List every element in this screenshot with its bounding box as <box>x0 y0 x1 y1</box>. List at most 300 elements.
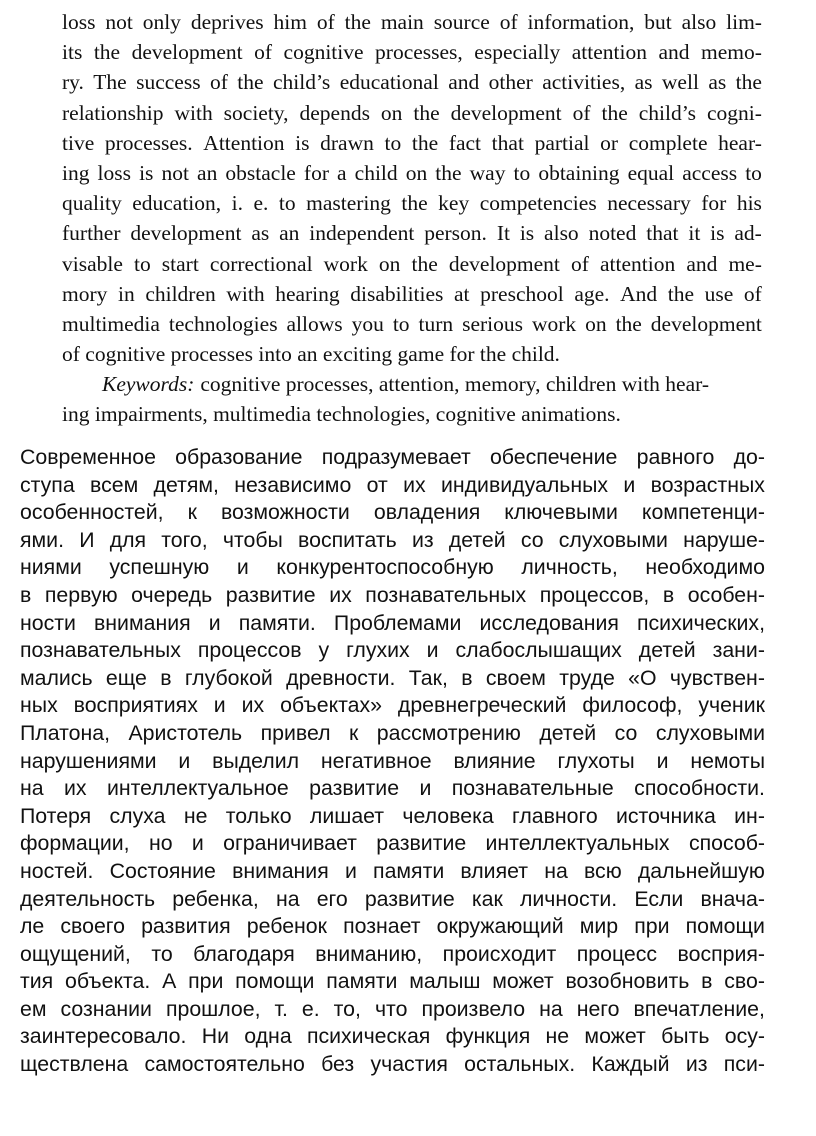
word: из <box>411 527 434 552</box>
word: развития <box>141 914 231 939</box>
abstract-line <box>62 158 762 188</box>
word: произвело <box>421 996 526 1021</box>
body-line <box>20 803 765 831</box>
word: further <box>62 221 121 246</box>
word: древности. <box>286 665 396 690</box>
word: развитие <box>364 886 455 911</box>
word: competencies <box>479 191 597 216</box>
word: познавательные <box>451 776 614 801</box>
word: It <box>496 221 510 246</box>
word: слуха <box>109 803 166 828</box>
body-line <box>20 472 765 500</box>
body-line <box>20 775 765 803</box>
word: of <box>209 70 228 95</box>
word: fact <box>448 130 482 155</box>
word: necessary <box>607 191 691 216</box>
body-line <box>20 1023 765 1051</box>
word: ограничивает <box>223 831 357 856</box>
word: partial <box>534 130 590 155</box>
word: чувствен- <box>669 665 765 690</box>
word: первую <box>44 582 118 607</box>
word: со <box>614 720 638 745</box>
word: очередь <box>131 582 213 607</box>
word: to <box>278 191 296 216</box>
word: возможности <box>220 500 350 525</box>
body-line <box>20 748 765 776</box>
word: only <box>142 10 181 34</box>
word: остальных. <box>464 1052 576 1077</box>
word: зани- <box>712 638 765 663</box>
word: ле <box>20 914 45 939</box>
word: Платона, <box>20 720 110 745</box>
body-line <box>20 886 765 914</box>
word: serious <box>462 311 524 336</box>
word: obtaining <box>538 160 620 185</box>
word: их <box>329 582 352 607</box>
word: quality <box>62 191 122 216</box>
word: And <box>620 281 658 306</box>
word: необходимо <box>645 555 765 580</box>
word: Аристотель <box>128 720 243 745</box>
word: в <box>20 582 32 607</box>
word: малыш <box>409 969 481 994</box>
word: наруше- <box>683 527 765 552</box>
word: и <box>623 472 636 497</box>
word: and <box>448 70 480 95</box>
body-line <box>20 444 765 472</box>
word: пси- <box>723 1052 765 1077</box>
word: интеллектуальных <box>485 831 670 856</box>
word: обеспечение <box>489 445 618 469</box>
word: способ- <box>688 831 765 856</box>
word: source <box>433 10 490 34</box>
abstract-line <box>62 309 762 339</box>
word: познает <box>343 914 421 939</box>
word: loss <box>62 10 96 34</box>
word: the <box>411 251 438 276</box>
word: on <box>585 311 607 336</box>
word: not <box>161 160 189 185</box>
word: development <box>650 311 762 336</box>
word: multimedia <box>62 311 160 336</box>
word: помощи <box>235 969 315 994</box>
body-line <box>20 720 765 748</box>
word: образование <box>175 445 303 469</box>
word: тия <box>20 969 54 994</box>
word: особенностей, <box>20 500 164 525</box>
word: привел <box>260 720 331 745</box>
word: ry. <box>62 70 84 95</box>
word: без <box>321 1052 355 1077</box>
word: памяти <box>373 858 445 883</box>
word: источника <box>616 803 716 828</box>
word: их <box>64 776 87 801</box>
word: их <box>241 693 265 718</box>
word: интеллектуальное <box>106 776 289 801</box>
word: of <box>743 281 762 306</box>
word: the <box>615 311 642 336</box>
word: развитие <box>309 776 400 801</box>
keywords-label: Keywords: <box>102 372 195 397</box>
word: на <box>544 858 568 883</box>
word: start <box>161 251 199 276</box>
word: lim- <box>726 10 762 34</box>
word: key <box>438 191 470 216</box>
word: мир <box>579 914 619 939</box>
word: своем <box>485 665 546 690</box>
word: the <box>237 70 264 95</box>
word: деятельность <box>20 886 156 911</box>
word: Потеря <box>20 803 92 828</box>
word: ключевыми <box>504 500 618 525</box>
word: ниями <box>20 555 82 580</box>
word: tive <box>62 130 95 155</box>
word: всю <box>583 858 622 883</box>
word: complete <box>628 130 708 155</box>
word: слабослышащих <box>455 638 622 663</box>
word: use <box>704 281 734 306</box>
word: вниманию, <box>315 941 423 966</box>
word: at <box>454 281 470 306</box>
word: a <box>337 160 347 185</box>
word: личность, <box>521 555 618 580</box>
word: development <box>448 251 560 276</box>
word: при <box>634 914 670 939</box>
word: attention <box>600 251 676 276</box>
word: их <box>403 472 426 497</box>
word: deprives <box>190 10 264 34</box>
word: впечатление, <box>633 996 765 1021</box>
word: ощущений, <box>20 941 131 966</box>
word: especially <box>474 40 561 65</box>
word: психическая <box>306 1024 431 1049</box>
abstract-line <box>62 7 762 37</box>
word: the <box>93 40 121 65</box>
abstract-line <box>62 67 762 97</box>
word: овладения <box>373 500 481 525</box>
body-line <box>20 582 765 610</box>
word: Проблемами <box>333 610 462 635</box>
word: сво- <box>724 969 765 994</box>
word: негативное <box>320 748 432 773</box>
body-line <box>20 610 765 638</box>
word: е. <box>301 996 320 1021</box>
body-line <box>20 941 765 969</box>
word: that <box>491 130 524 155</box>
word: слуховыми <box>558 527 668 552</box>
word: child <box>354 160 398 185</box>
word: person. <box>424 221 487 246</box>
word: Attention <box>203 130 285 155</box>
word: of <box>571 251 589 276</box>
word: немоты <box>690 748 765 773</box>
word: «О <box>628 665 657 690</box>
word: in <box>117 281 135 306</box>
word: cognitive <box>283 40 364 65</box>
word: development <box>130 221 242 246</box>
word: и <box>178 748 191 773</box>
word: ных <box>20 693 58 718</box>
word: его <box>316 886 348 911</box>
word: внимания <box>232 858 329 883</box>
word: attention <box>571 40 647 65</box>
word: child’s <box>272 70 331 95</box>
word: только <box>225 803 292 828</box>
keywords-text: cognitive processes, attention, memory, children with hear- <box>200 372 710 397</box>
word: мались <box>20 665 93 690</box>
word: прошлое, <box>165 996 261 1021</box>
word: work <box>323 251 368 276</box>
word: в <box>662 582 675 607</box>
word: от <box>366 472 388 497</box>
word: and <box>686 251 718 276</box>
body-line <box>20 637 765 665</box>
word: дальнейшую <box>637 858 765 883</box>
word: to <box>133 251 151 276</box>
word: благодаря <box>193 941 295 966</box>
body-line <box>20 692 765 720</box>
word: hearing <box>275 281 340 306</box>
word: child’s <box>638 100 697 125</box>
word: with <box>174 100 213 125</box>
word: preschool <box>480 281 564 306</box>
word: детей <box>539 720 597 745</box>
word: the <box>413 100 440 125</box>
word: age. <box>574 281 610 306</box>
word: his <box>736 191 762 216</box>
word: как <box>471 886 503 911</box>
word: древнегреческий <box>397 693 567 718</box>
word: процессов, <box>539 582 650 607</box>
word: процессов <box>197 638 302 663</box>
word: влияние <box>453 748 536 773</box>
body-line <box>20 913 765 941</box>
body-line <box>20 996 765 1024</box>
word: of <box>572 100 591 125</box>
word: e. <box>253 191 269 216</box>
body-line <box>20 554 765 582</box>
word: и <box>344 858 357 883</box>
word: детям, <box>153 472 219 497</box>
word: main <box>380 10 424 34</box>
word: on <box>405 160 428 185</box>
body-line <box>20 968 765 996</box>
keywords-line: ing impairments, multimedia technologies, cognitive animations. <box>62 402 621 427</box>
word: independent <box>309 221 415 246</box>
word: depends <box>299 100 370 125</box>
word: объекта. <box>64 969 151 994</box>
word: нарушениями <box>20 748 157 773</box>
word: cogni- <box>707 100 762 125</box>
word: не <box>545 1024 570 1049</box>
word: memo- <box>700 40 762 65</box>
word: равного <box>636 445 715 469</box>
word: Если <box>634 886 684 911</box>
abstract-line <box>62 188 762 218</box>
word: processes. <box>104 130 193 155</box>
word: access <box>682 160 738 185</box>
word: i. <box>231 191 243 216</box>
word: turn <box>418 311 454 336</box>
word: в <box>160 665 172 690</box>
word: т. <box>274 996 288 1021</box>
word: помощи <box>685 914 765 939</box>
word: на <box>20 776 44 801</box>
word: у <box>318 638 330 663</box>
word: of <box>499 10 518 34</box>
word: information, <box>527 10 635 34</box>
word: Ни <box>201 1024 229 1049</box>
word: функция <box>445 1024 531 1049</box>
word: может <box>492 969 554 994</box>
word: for <box>701 191 727 216</box>
word: со <box>520 527 544 552</box>
word: with <box>226 281 265 306</box>
word: hear- <box>718 130 762 155</box>
word: труде <box>559 665 615 690</box>
word: в <box>701 969 713 994</box>
word: mastering <box>306 191 391 216</box>
word: и <box>426 638 439 663</box>
word: может <box>584 1024 646 1049</box>
word: памяти <box>326 969 398 994</box>
word: of <box>316 10 335 34</box>
body-line <box>20 499 765 527</box>
word: Состояние <box>109 858 216 883</box>
word: внача- <box>700 886 765 911</box>
word: того, <box>161 527 208 552</box>
word: окружающий <box>436 914 564 939</box>
word: way <box>469 160 506 185</box>
word: чтобы <box>222 527 283 552</box>
word: an <box>197 160 218 185</box>
body-line <box>20 665 765 693</box>
word: сознании <box>60 996 152 1021</box>
english-abstract <box>62 7 762 430</box>
word: educational <box>339 70 439 95</box>
word: слуховыми <box>655 720 765 745</box>
word: the <box>401 191 428 216</box>
word: на <box>539 996 563 1021</box>
abstract-line <box>62 218 762 248</box>
word: to <box>513 160 531 185</box>
word: loss <box>97 160 132 185</box>
word: и <box>236 555 249 580</box>
word: ностей. <box>20 858 94 883</box>
word: correctional <box>209 251 313 276</box>
word: to <box>745 160 762 185</box>
word: or <box>600 130 619 155</box>
body-line <box>20 527 765 555</box>
word: при <box>188 969 224 994</box>
word: И <box>79 527 95 552</box>
body-line <box>20 830 765 858</box>
word: Современное <box>20 445 156 469</box>
word: me- <box>728 251 762 276</box>
word: The <box>93 70 127 95</box>
word: то <box>151 941 173 966</box>
word: объектах» <box>280 693 382 718</box>
word: education, <box>132 191 222 216</box>
word: is <box>710 221 725 246</box>
word: лишает <box>309 803 385 828</box>
word: you <box>351 311 384 336</box>
word: work <box>531 311 577 336</box>
word: детей <box>448 527 506 552</box>
word: mory <box>62 281 108 306</box>
abstract-line <box>62 279 762 309</box>
word: формации, <box>20 831 130 856</box>
word: детей <box>638 638 696 663</box>
word: одна <box>244 1024 292 1049</box>
word: of <box>254 40 273 65</box>
word: the <box>435 160 462 185</box>
word: рассмотрению <box>376 720 521 745</box>
word: для <box>109 527 147 552</box>
word: its <box>62 40 83 65</box>
abstract-line <box>62 37 762 67</box>
word: visable <box>62 251 123 276</box>
word: noted <box>588 221 637 246</box>
word: on <box>380 100 403 125</box>
word: obstacle <box>225 160 296 185</box>
word: technologies <box>168 311 278 336</box>
word: исследования <box>479 610 619 635</box>
word: до- <box>733 445 765 469</box>
word: но <box>148 831 173 856</box>
word: психических, <box>637 610 765 635</box>
word: development <box>131 40 243 65</box>
abstract-line: of cognitive processes into an exciting game for the child. <box>62 342 560 367</box>
word: и <box>208 610 221 635</box>
word: processes, <box>375 40 463 65</box>
word: is <box>139 160 154 185</box>
word: to <box>384 130 402 155</box>
word: индивидуальных <box>440 472 609 497</box>
russian-body-text <box>20 444 765 1079</box>
word: is <box>295 130 310 155</box>
body-line <box>20 1051 765 1079</box>
word: к <box>349 720 359 745</box>
word: и <box>656 748 669 773</box>
word: allows <box>286 311 343 336</box>
word: equal <box>627 160 675 185</box>
word: disabilities <box>350 281 444 306</box>
word: ин- <box>734 803 765 828</box>
abstract-line <box>62 128 762 158</box>
word: на <box>275 886 300 911</box>
word: успешную <box>109 555 210 580</box>
word: внимания <box>93 610 191 635</box>
word: что <box>374 996 408 1021</box>
word: познавательных <box>365 582 527 607</box>
word: ребенка, <box>172 886 259 911</box>
word: also <box>681 10 717 34</box>
word: в <box>461 665 473 690</box>
word: быть <box>661 1024 710 1049</box>
keywords-line <box>62 369 762 399</box>
word: ности <box>20 610 76 635</box>
word: ребенок <box>246 914 327 939</box>
word: to <box>392 311 410 336</box>
word: и <box>213 693 226 718</box>
word: ing <box>62 160 90 185</box>
word: и <box>191 831 204 856</box>
word: and <box>658 40 690 65</box>
word: своего <box>60 914 125 939</box>
word: самостоятельно <box>144 1052 305 1077</box>
word: к <box>187 500 197 525</box>
